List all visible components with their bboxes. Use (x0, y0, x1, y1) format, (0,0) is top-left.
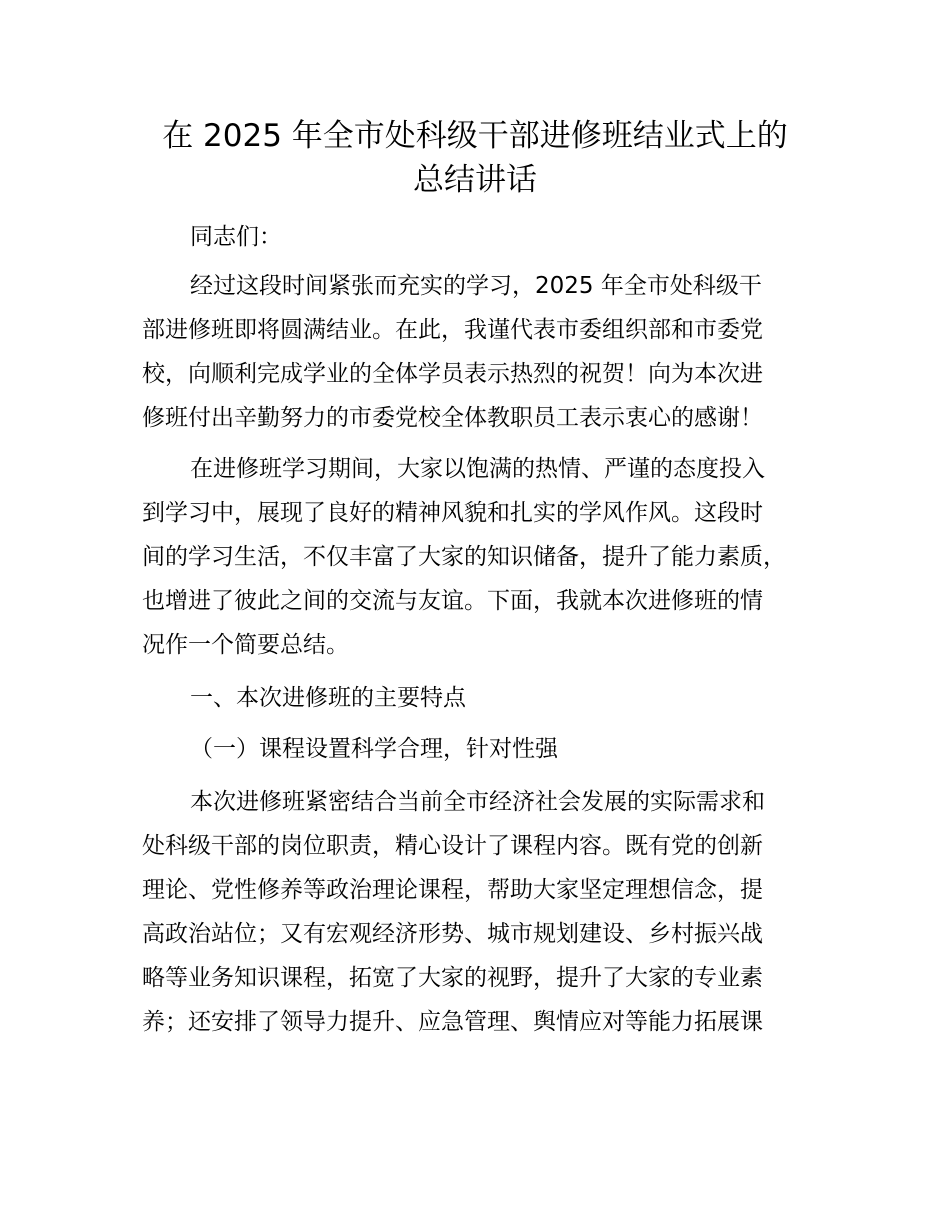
paragraph-3-line-3: 理论、党性修养等政治理论课程，帮助大家坚定理想信念，提 (142, 877, 763, 903)
paragraph-3-line-6: 养；还安排了领导力提升、应急管理、舆情应对等能力拓展课 (142, 1009, 763, 1035)
section-heading-1: 一、本次进修班的主要特点 (190, 685, 466, 711)
paragraph-1-line-3: 校，向顺利完成学业的全体学员表示热烈的祝贺！向为本次进 (142, 361, 763, 387)
paragraph-3-line-2: 处科级干部的岗位职责，精心设计了课程内容。既有党的创新 (142, 833, 763, 859)
subsection-heading-1: （一）课程设置科学合理，针对性强 (190, 736, 558, 762)
document-title-line-2: 总结讲话 (413, 162, 537, 198)
paragraph-2-line-3: 间的学习生活，不仅丰富了大家的知识储备，提升了能力素质， (142, 544, 786, 570)
document-title-line-1: 在 2025 年全市处科级干部进修班结业式上的 (162, 118, 788, 154)
salutation: 同志们： (190, 224, 282, 250)
paragraph-2-line-2: 到学习中，展现了良好的精神风貌和扎实的学风作风。这段时 (142, 500, 763, 526)
paragraph-3-line-4: 高政治站位；又有宏观经济形势、城市规划建设、乡村振兴战 (142, 921, 763, 947)
paragraph-3-line-1: 本次进修班紧密结合当前全市经济社会发展的实际需求和 (190, 789, 765, 815)
paragraph-2-line-1: 在进修班学习期间，大家以饱满的热情、严谨的态度投入 (190, 456, 765, 482)
paragraph-2-line-4: 也增进了彼此之间的交流与友谊。下面，我就本次进修班的情 (142, 588, 763, 614)
paragraph-1-line-1: 经过这段时间紧张而充实的学习，2025 年全市处科级干 (190, 273, 762, 299)
paragraph-1-line-2: 部进修班即将圆满结业。在此，我谨代表市委组织部和市委党 (142, 317, 763, 343)
paragraph-1-line-4: 修班付出辛勤努力的市委党校全体教职员工表示衷心的感谢！ (142, 405, 763, 431)
paragraph-2-line-5: 况作一个简要总结。 (142, 632, 349, 658)
paragraph-3-line-5: 略等业务知识课程，拓宽了大家的视野，提升了大家的专业素 (142, 965, 763, 991)
